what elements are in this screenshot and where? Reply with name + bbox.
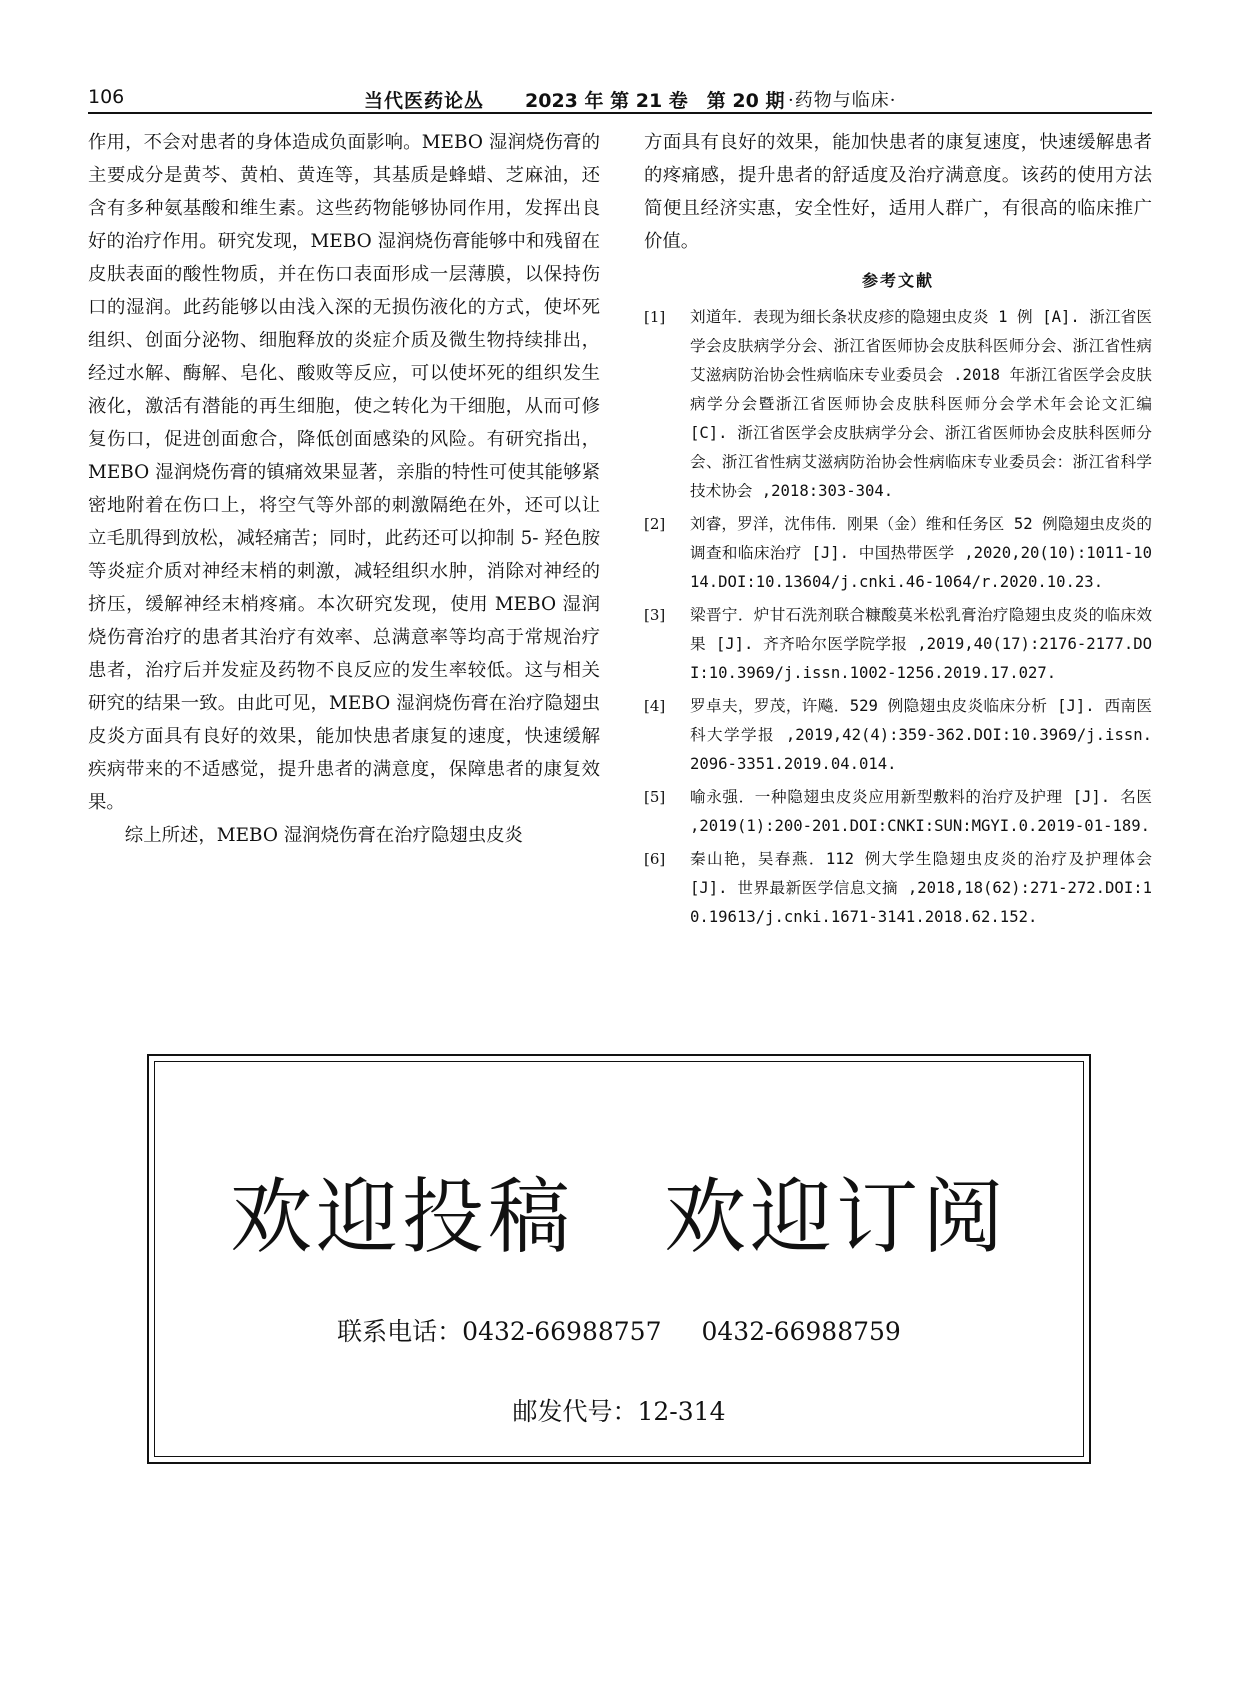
phone-label: 联系电话： xyxy=(337,1317,463,1346)
left-column xyxy=(88,126,600,852)
reference-text: 喻永强．一种隐翅虫皮炎应用新型敷料的治疗及护理 [J]. 名医 ,2019(1):200-201.DOI:CNKI:SUN:MGYI.0.2019-01-189. xyxy=(690,788,1152,835)
reference-list xyxy=(644,303,1152,932)
conclusion-paragraph: 综上所述，MEBO 湿润烧伤膏在治疗隐翅虫皮炎 xyxy=(124,825,523,846)
welcome-subscribe: 欢迎订阅 xyxy=(664,1170,1009,1265)
reference-item xyxy=(644,692,1152,779)
reference-number: [5] xyxy=(644,788,666,806)
welcome-submit: 欢迎投稿 xyxy=(229,1170,574,1265)
phone-number-2: 0432-66988759 xyxy=(701,1317,901,1346)
body-paragraph-continued: 方面具有良好的效果，能加快患者的康复速度，快速缓解患者的疼痛感，提升患者的舒适度及治疗满意度。该药的使用方法简便且经济实惠，安全性好，适用人群广，有很高的临床推广价值。 xyxy=(644,132,1152,252)
welcome-banner xyxy=(155,1152,1083,1269)
right-column xyxy=(644,126,1152,936)
running-header xyxy=(88,84,1152,114)
body-paragraph: 作用，不会对患者的身体造成负面影响。MEBO 湿润烧伤膏的主要成分是黄芩、黄柏、黄连等，其基质是蜂蜡、芝麻油，还含有多种氨基酸和维生素。这些药物能够协同作用，发挥出良好的治疗作用。研究发现，MEBO 湿润烧伤膏能够中和残留在皮肤表面的酸性物质，并在伤口表面形成一层薄膜，以保持伤口的湿润。此药能够以由浅入深的无损伤液化的方式，使坏死组织、创面分泌物、细胞释放的炎症介质及微生物持续排出，经过水解、酶解、皂化、酸败等反应，可以使坏死的组织发生液化，激活有潜能的再生细胞，使之转化为干细胞，从而可修复伤口，促进创面愈合，降低创面感染的风险。有研究指出，MEBO 湿润烧伤膏的镇痛效果显著，亲脂的特性可使其能够紧密地附着在伤口上，将空气等外部的刺激隔绝在外，还可以让立毛肌得到放松，减轻痛苦；同时，此药还可以抑制 5- 羟色胺等炎症介质对神经末梢的刺激，减轻组织水肿，消除对神经的挤压，缓解神经末梢疼痛。本次研究发现，使用 MEBO 湿润烧伤膏治疗的患者其治疗有效率、总满意率等均高于常规治疗患者，治疗后并发症及药物不良反应的发生率较低。这与相关研究的结果一致。由此可见，MEBO 湿润烧伤膏在治疗隐翅虫皮炎方面具有良好的效果，能加快患者康复的速度，快速缓解疾病带来的不适感觉，提升患者的满意度，保障患者的康复效果。 xyxy=(88,132,600,813)
reference-number: [4] xyxy=(644,697,666,715)
reference-item xyxy=(644,510,1152,597)
contact-phones xyxy=(155,1312,1083,1348)
reference-number: [2] xyxy=(644,515,666,533)
reference-item xyxy=(644,303,1152,506)
journal-name: 当代医药论丛 xyxy=(364,90,485,112)
reference-number: [3] xyxy=(644,606,666,624)
reference-text: 梁晋宁．炉甘石洗剂联合糠酸莫米松乳膏治疗隐翅虫皮炎的临床效果 [J]. 齐齐哈尔医学院学报 ,2019,40(17):2176-2177.DOI:10.3969/j.issn.1002-1256.2019.17.027. xyxy=(690,606,1152,682)
reference-number: [1] xyxy=(644,308,666,326)
issue-info: 2023 年 第 21 卷 第 20 期 xyxy=(525,90,785,112)
notice-inner-frame xyxy=(154,1061,1084,1457)
reference-text: 罗卓夫，罗茂，许飚．529 例隐翅虫皮炎临床分析 [J]. 西南医科大学学报 ,2019,42(4):359-362.DOI:10.3969/j.issn.2096-3351.2019.04.014. xyxy=(690,697,1152,773)
phone-number-1: 0432-66988757 xyxy=(462,1317,662,1346)
section-name: ·药物与临床· xyxy=(788,90,897,111)
reference-item xyxy=(644,783,1152,841)
references-heading: 参考文献 xyxy=(861,271,934,290)
reference-item xyxy=(644,845,1152,932)
reference-text: 刘睿，罗洋，沈伟伟．刚果（金）维和任务区 52 例隐翅虫皮炎的调查和临床治疗 [J]. 中国热带医学 ,2020,20(10):1011-1014.DOI:10.13604/j.cnki.46-1064/r.2020.10.23. xyxy=(690,515,1152,591)
reference-item xyxy=(644,601,1152,688)
reference-text: 秦山艳，吴春燕．112 例大学生隐翅虫皮炎的治疗及护理体会 [J]. 世界最新医学信息文摘 ,2018,18(62):271-272.DOI:10.19613/j.cnki.1671-3141.2018.62.152. xyxy=(690,850,1152,926)
subscription-notice-box xyxy=(147,1054,1091,1464)
reference-number: [6] xyxy=(644,850,666,868)
reference-text: 刘道年．表现为细长条状皮疹的隐翅虫皮炎 1 例 [A]. 浙江省医学会皮肤病学分会、浙江省医师协会皮肤科医师分会、浙江省性病艾滋病防治协会性病临床专业委员会 .2018 年浙江省医学会皮肤病学分会暨浙江省医师协会皮肤科医师分会学术年会论文汇编 [C]. 浙江省医学会皮肤病学分会、浙江省医师协会皮肤科医师分会、浙江省性病艾滋病防治协会性病临床专业委员会：浙江省科学技术协会 ,2018:303-304. xyxy=(690,308,1152,500)
page-number: 106 xyxy=(88,86,125,108)
postal-code: 邮发代号：12-314 xyxy=(512,1397,726,1426)
